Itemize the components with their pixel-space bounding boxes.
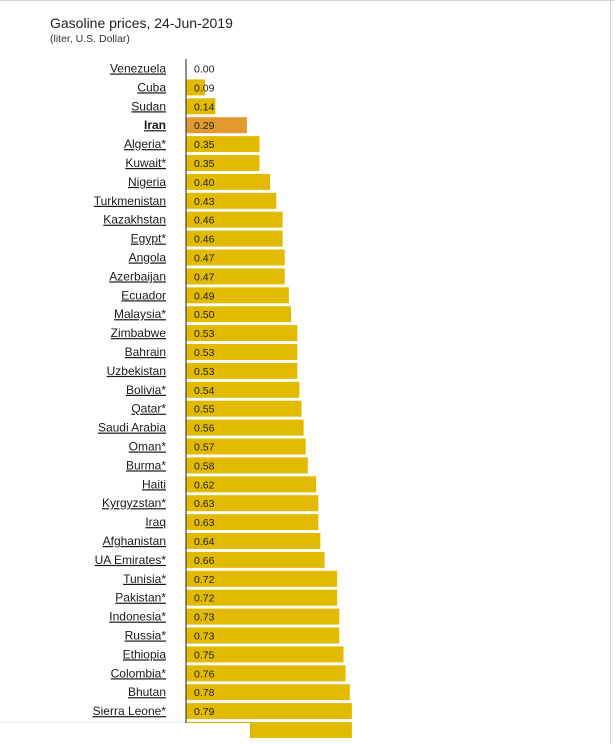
category-label-20[interactable]: Oman*	[128, 439, 166, 454]
category-label-18[interactable]: Qatar*	[131, 401, 166, 416]
category-label-12[interactable]: Ecuador	[121, 288, 166, 303]
category-label-28[interactable]: Pakistan*	[115, 590, 166, 605]
value-label-10: 0.47	[194, 252, 215, 265]
category-label-3[interactable]: Iran	[143, 118, 166, 133]
category-label-8[interactable]: Kazakhstan	[103, 212, 166, 227]
value-label-7: 0.43	[194, 195, 215, 208]
value-label-17: 0.54	[194, 384, 215, 397]
category-label-33[interactable]: Bhutan	[127, 685, 166, 700]
category-label-10[interactable]: Angola	[128, 250, 166, 265]
chart-title: Gasoline prices, 24-Jun-2019	[50, 15, 233, 31]
category-label-0[interactable]: Venezuela	[109, 61, 166, 76]
value-label-23: 0.63	[194, 498, 215, 511]
category-label-19[interactable]: Saudi Arabia	[97, 420, 166, 435]
value-label-13: 0.50	[194, 309, 215, 322]
category-label-1[interactable]: Cuba	[137, 80, 166, 95]
value-label-1: 0.09	[194, 82, 215, 95]
value-label-20: 0.57	[194, 441, 215, 454]
value-label-5: 0.35	[194, 158, 215, 170]
value-label-33: 0.78	[194, 687, 215, 700]
value-label-6: 0.40	[194, 176, 215, 189]
value-label-12: 0.49	[194, 290, 215, 303]
category-label-6[interactable]: Nigeria	[127, 174, 166, 189]
value-label-31: 0.75	[194, 649, 215, 662]
chart-subtitle: (liter, U.S. Dollar)	[50, 33, 130, 45]
category-label-7[interactable]: Turkmenistan	[93, 193, 166, 208]
bottom-overlay-panel	[0, 723, 250, 744]
value-label-25: 0.64	[194, 536, 215, 548]
value-label-29: 0.73	[194, 611, 215, 624]
category-label-4[interactable]: Algeria*	[123, 137, 166, 152]
category-label-9[interactable]: Egypt*	[130, 231, 166, 246]
value-label-30: 0.73	[194, 630, 215, 643]
category-label-11[interactable]: Azerbaijan	[109, 269, 166, 284]
category-label-13[interactable]: Malaysia*	[113, 307, 166, 322]
category-label-17[interactable]: Bolivia*	[125, 382, 166, 397]
value-label-3: 0.29	[194, 120, 215, 133]
value-label-0: 0.00	[194, 63, 215, 76]
category-label-34[interactable]: Sierra Leone*	[92, 704, 166, 719]
value-label-22: 0.62	[194, 479, 215, 492]
category-label-31[interactable]: Ethiopia	[122, 647, 166, 662]
value-label-21: 0.58	[194, 460, 215, 473]
category-label-23[interactable]: Kyrgyzstan*	[101, 496, 166, 511]
value-label-24: 0.63	[194, 517, 215, 530]
value-label-14: 0.53	[194, 328, 215, 341]
category-label-22[interactable]: Haiti	[141, 477, 166, 492]
value-label-2: 0.14	[194, 101, 215, 114]
value-label-34: 0.79	[194, 706, 215, 719]
category-label-14[interactable]: Zimbabwe	[110, 326, 166, 341]
value-label-16: 0.53	[194, 365, 215, 378]
category-label-24[interactable]: Iraq	[145, 515, 166, 530]
category-label-16[interactable]: Uzbekistan	[106, 363, 166, 378]
category-label-15[interactable]: Bahrain	[124, 345, 166, 359]
category-label-25[interactable]: Afghanistan	[102, 534, 166, 548]
category-label-5[interactable]: Kuwait*	[125, 156, 166, 170]
value-label-9: 0.46	[194, 233, 215, 246]
value-label-32: 0.76	[194, 668, 215, 681]
value-label-11: 0.47	[194, 271, 215, 284]
category-label-29[interactable]: Indonesia*	[109, 609, 166, 624]
category-label-21[interactable]: Burma*	[125, 458, 166, 473]
category-label-32[interactable]: Colombia*	[110, 666, 166, 681]
value-label-8: 0.46	[194, 214, 215, 227]
value-label-19: 0.56	[194, 422, 215, 435]
value-label-18: 0.55	[194, 403, 215, 416]
value-label-26: 0.66	[194, 554, 215, 567]
category-label-2[interactable]: Sudan	[131, 99, 166, 114]
value-label-28: 0.72	[194, 592, 215, 605]
value-label-4: 0.35	[194, 139, 215, 152]
category-label-26[interactable]: UA Emirates*	[94, 552, 166, 567]
value-label-15: 0.53	[194, 347, 215, 359]
category-label-27[interactable]: Tunisia*	[123, 571, 166, 586]
category-label-30[interactable]: Russia*	[124, 628, 166, 643]
value-label-27: 0.72	[194, 573, 215, 586]
